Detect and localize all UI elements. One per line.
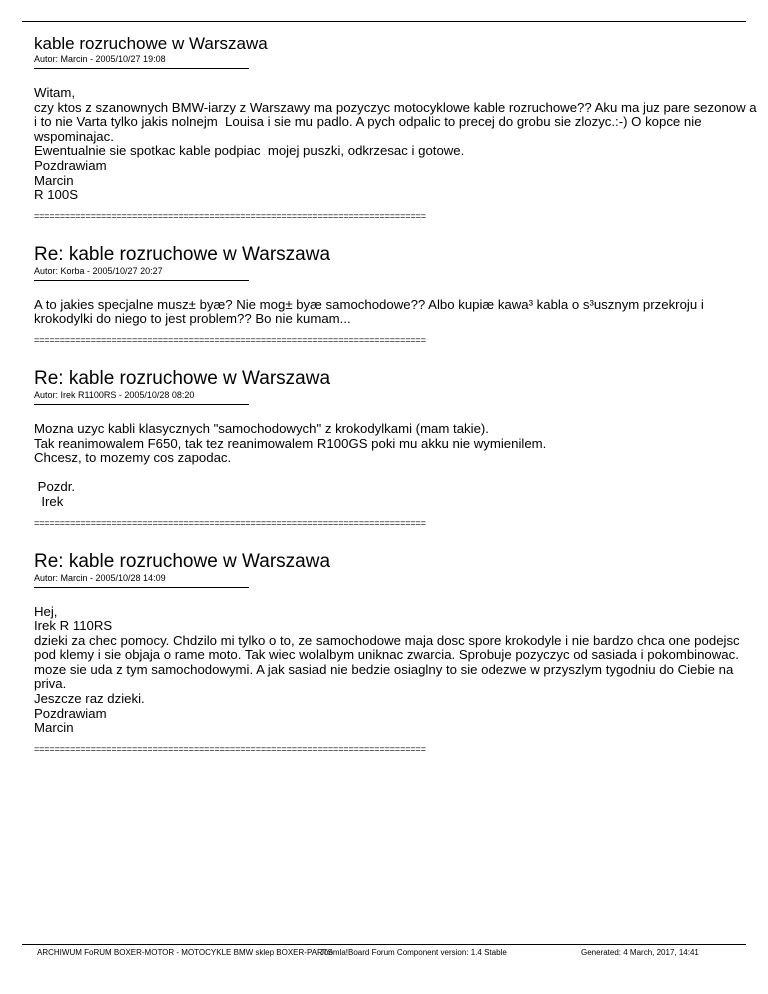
post	[34, 551, 759, 755]
post-meta: Autor: Marcin - 2005/10/27 19:08	[34, 54, 166, 64]
post-meta: Autor: Irek R1100RS - 2005/10/28 08:20	[34, 389, 195, 400]
post-body: Witam, czy ktos z szanownych BMW-iarzy z Warszawy ma pozyczyc motocyklowe kable rozruchowe?? Aku ma juz pare sezonow a i to nie Varta tylko jakis nolnejm Louisa i sie mu padlo. A pych odpalic to precej do grobu sie zlozyc.:-) O kopce nie wspominajac. Ewentualnie sie spotkac kable podpiac mojej puszki, odkrzesac i gotowe. Pozdrawiam Marcin R 100S	[34, 85, 757, 203]
post-separator: ============================================================================	[34, 334, 426, 345]
thread	[34, 34, 759, 755]
footer-generated-date: Generated: 4 March, 2017, 14:41	[581, 948, 699, 957]
post	[34, 368, 759, 529]
footer-component-version: Joomla!Board Forum Component version: 1.4 Stable	[320, 948, 507, 957]
post-meta: Autor: Korba - 2005/10/27 20:27	[34, 265, 163, 276]
post	[34, 244, 759, 346]
post-meta: Autor: Marcin - 2005/10/28 14:09	[34, 572, 166, 583]
post-title: Re: kable rozruchowe w Warszawa	[34, 367, 331, 389]
post	[34, 34, 759, 222]
footer-rule	[22, 944, 746, 945]
post-separator: ============================================================================	[34, 743, 426, 754]
post-title: kable rozruchowe w Warszawa	[34, 34, 268, 53]
post-body: A to jakies specjalne musz± byæ? Nie mog± byæ samochodowe?? Albo kupiæ kawa³ kabla o s³usznym przekroju i krokodylki do niego to jest problem?? Bo nie kumam...	[34, 296, 708, 327]
post-title: Re: kable rozruchowe w Warszawa	[34, 243, 331, 265]
top-rule	[22, 21, 746, 22]
footer-archive-label: ARCHIWUM FoRUM BOXER-MOTOR - MOTOCYKLE BMW sklep BOXER-PARTS	[37, 948, 333, 957]
post-body: Mozna uzyc kabli klasycznych "samochodowych" z krokodylkami (mam takie). Tak reanimowalem F650, tak tez reanimowalem R100GS poki mu akku nie wymienilem. Chcesz, to mozemy cos zapodac. Pozdr. Irek	[34, 420, 547, 509]
post-separator: ============================================================================	[34, 210, 426, 221]
divider	[34, 404, 249, 405]
post-title: Re: kable rozruchowe w Warszawa	[34, 550, 331, 572]
post-body: Hej, Irek R 110RS dzieki za chec pomocy. Chdzilo mi tylko o to, ze samochodowe maja dosc spore krokodyle i nie bardzo chca one podejsc pod klemy i sie objaja o rame moto. Tak wiec wolalbym uniknac zwarcia. Sprobuje pozyczyc od sasiada i pokombinowac. moze sie uda z tym samochodowymi. A jak sasiad nie bedzie osiaglny to sie odezwe w przyszlym tygodniu do Ciebie na priva. Jeszcze raz dzieki. Pozdrawiam Marcin	[34, 603, 740, 736]
divider	[34, 68, 249, 69]
post-separator: ============================================================================	[34, 517, 426, 528]
divider	[34, 587, 249, 588]
divider	[34, 280, 249, 281]
